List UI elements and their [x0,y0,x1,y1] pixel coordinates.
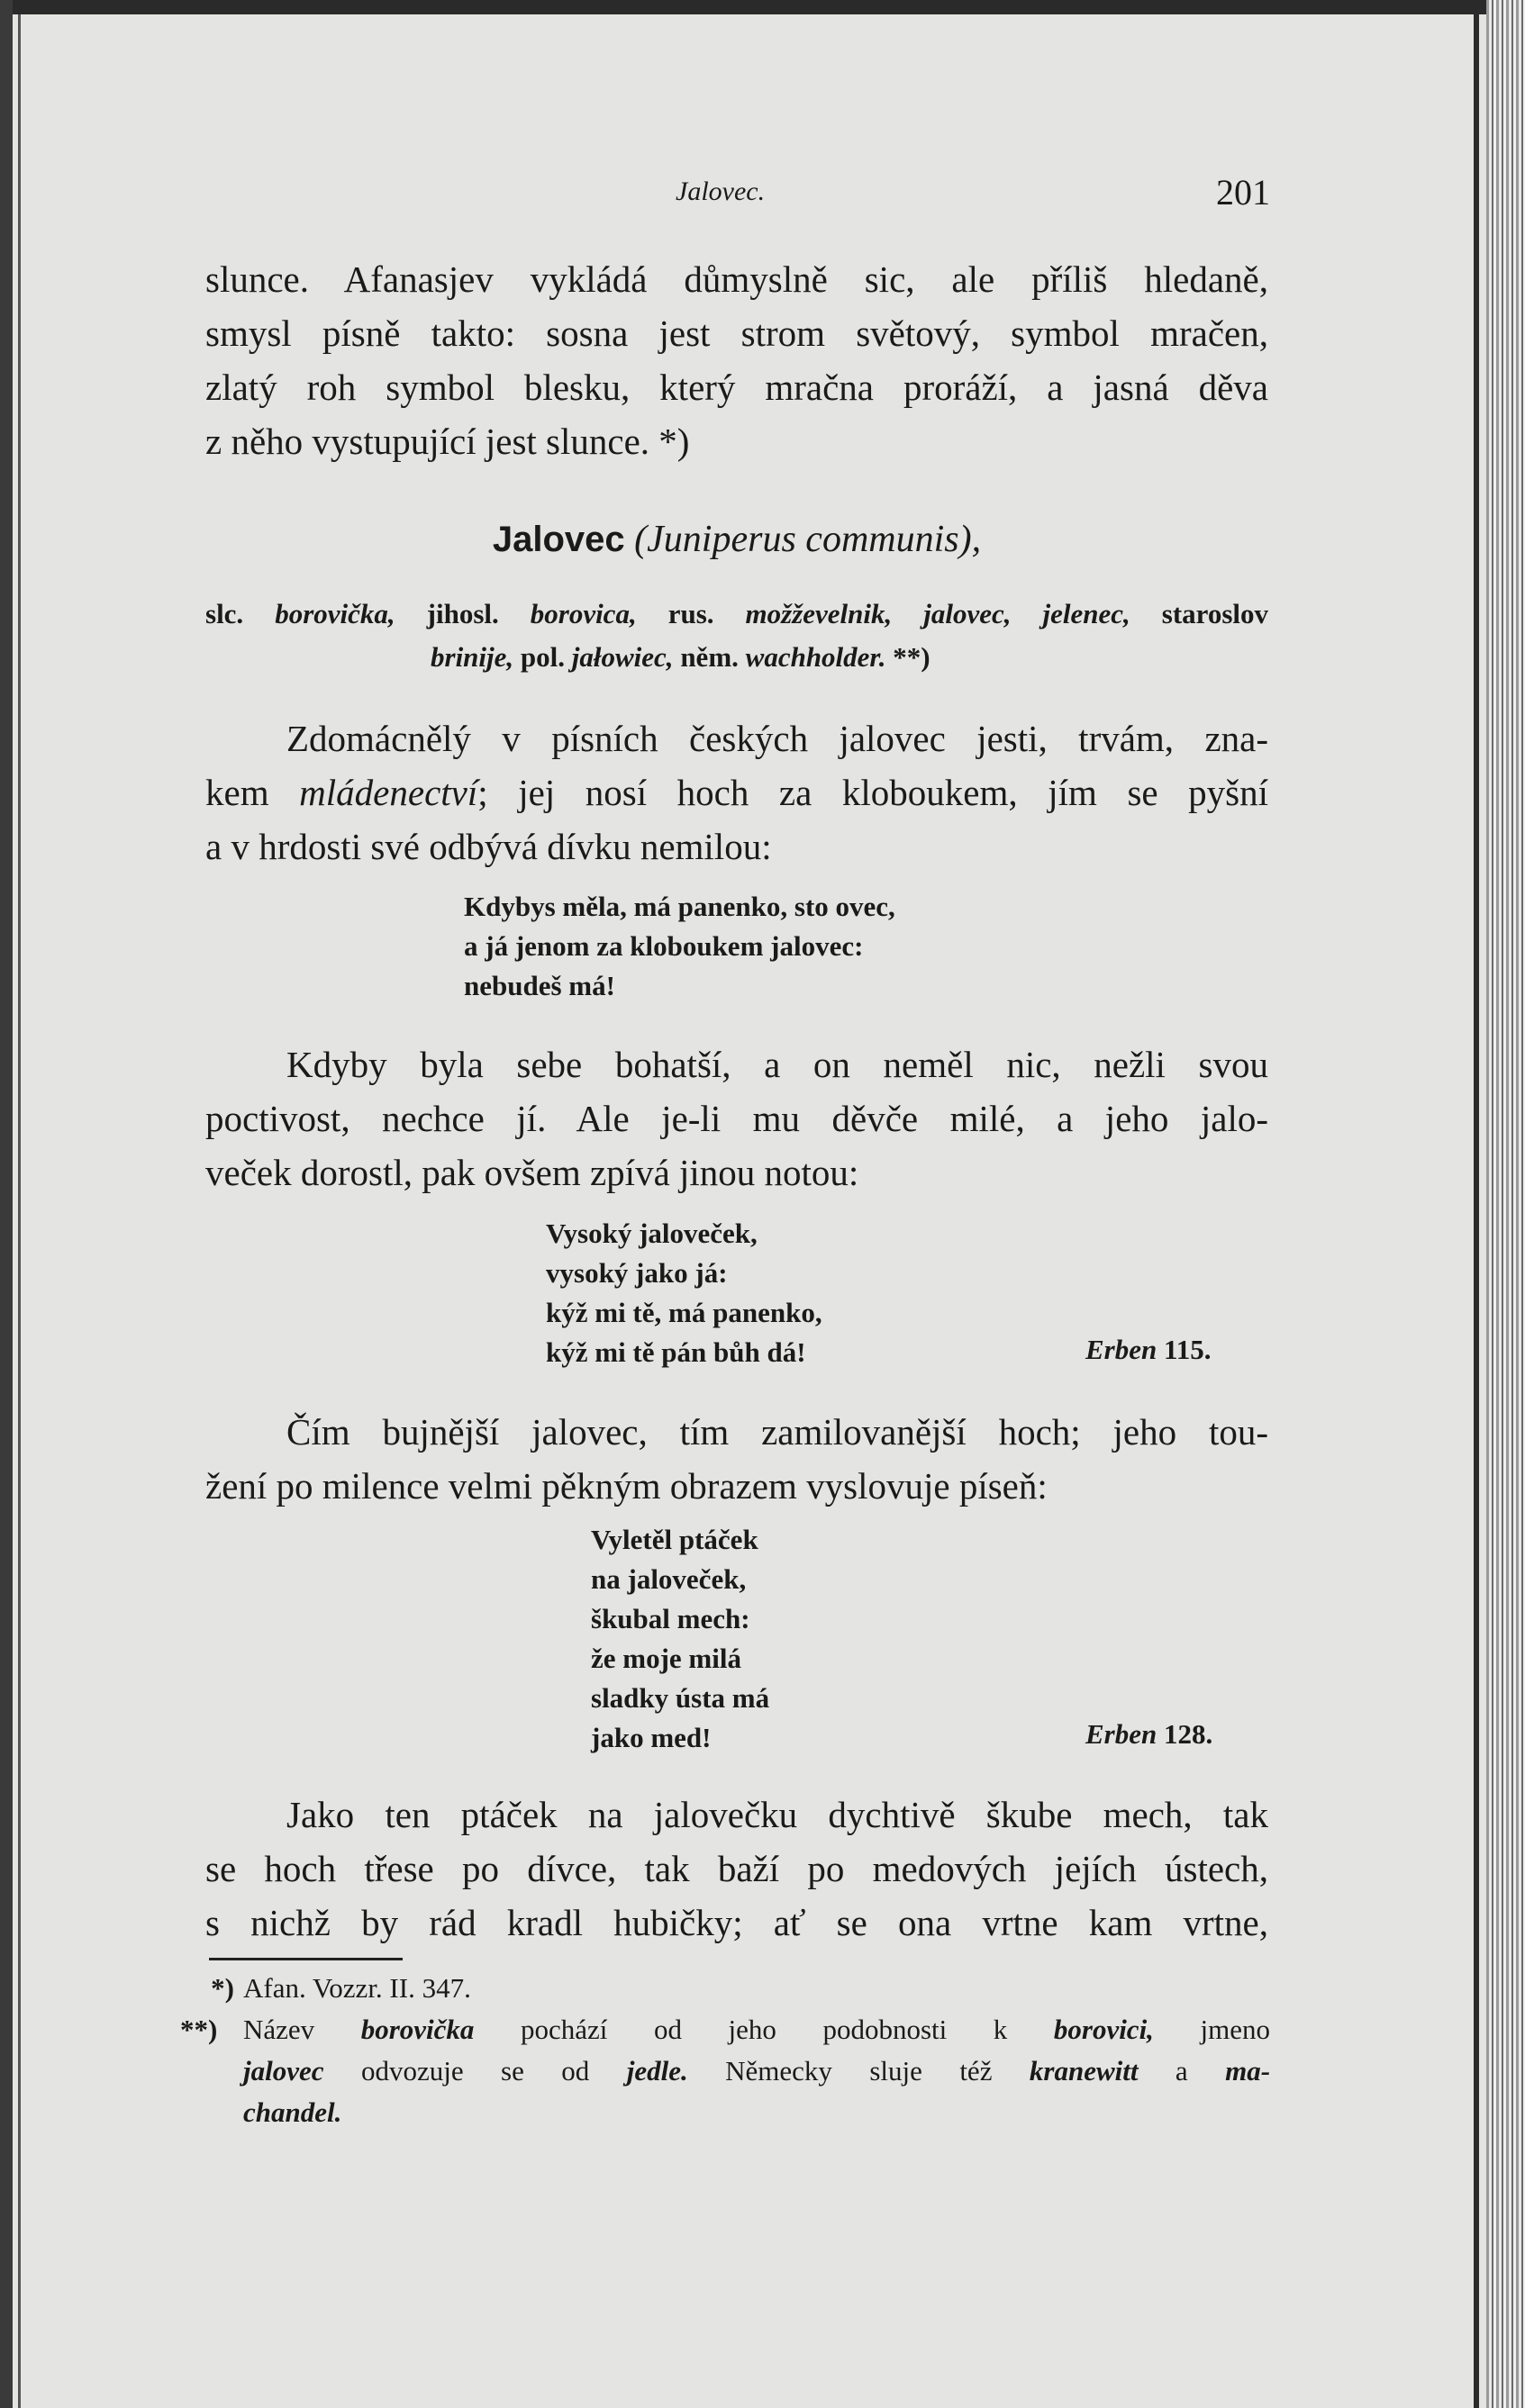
text-run: ; jej nosí hoch za kloboukem, jím se pyšní [477,772,1269,813]
paragraph-1 [205,252,1268,468]
footnote-term: jedle. [626,2055,688,2087]
paragraph-2 [205,711,1268,874]
paragraph-line: Čím bujnější jalovec, tím zamilovanější hoch; jeho tou- [286,1411,1268,1453]
synonym-text: slc. [205,598,244,629]
source-reference-2 [1085,1718,1212,1751]
paragraph-line: a v hrdosti své odbývá dívku nemilou: [205,826,772,867]
footnote-mark: *) [211,1972,234,2004]
paragraph-5 [205,1788,1268,1950]
synonym-term: jałowiec, [571,641,674,673]
verse-line: kýž mi tě pán bůh dá! [546,1336,806,1368]
source-reference-1 [1085,1334,1212,1366]
paragraph-line: se hoch třese po dívce, tak baží po medových jejích ústech, [205,1848,1268,1889]
verse-line: Vyletěl ptáček [591,1524,758,1555]
synonym-term: wachholder. [745,641,886,673]
verse-line: jako med! [591,1722,712,1753]
paragraph-line: slunce. Afanasjev vykládá důmyslně sic, ale příliš hledaně, [205,258,1268,300]
verse-2 [546,1214,822,1372]
emphasis-text: mládenectví [299,772,478,813]
scan-edge-gutter [1474,14,1479,2408]
footnote-term: ma- [1225,2055,1271,2087]
paragraph-line: smysl písně takto: sosna jest strom světový, symbol mračen, [205,312,1268,354]
footnote-text: Afan. Vozzr. II. 347. [243,1972,471,2004]
page-number: 201 [1216,172,1270,213]
synonym-text: pol. [520,641,566,673]
synonym-text: jihosl. [426,598,499,629]
footnote-ref: **) [893,641,930,673]
paragraph-3 [205,1037,1268,1199]
footnotes [180,1968,1271,2133]
footnote-text: a [1175,2055,1188,2087]
synonym-text: rus. [667,598,714,629]
footnote-text: Německy sluje též [725,2055,993,2087]
paragraph-line [205,765,1268,819]
synonyms-list [205,593,1268,679]
reference-number: 115. [1164,1334,1212,1365]
footnote-text: odvozuje se od [360,2055,590,2087]
reference-source: Erben [1085,1334,1157,1365]
verse-line: sladky ústa má [591,1682,770,1714]
synonyms-line-2 [205,636,1268,679]
scan-edge-top [0,0,1525,14]
reference-source: Erben [1085,1718,1157,1750]
verse-line: Kdybys měla, má panenko, sto ovec, [464,891,895,922]
verse-1 [464,887,895,1006]
paragraph-4 [205,1405,1268,1513]
reference-number: 128. [1164,1718,1213,1750]
synonym-term: borovica, [530,598,637,629]
paragraph-line: s nichž by rád kradl hubičky; ať se ona vrtne kam vrtne, [205,1902,1268,1943]
verse-line: vysoký jako já: [546,1257,728,1289]
footnote-term: borovička [360,2014,475,2045]
section-heading [205,518,1268,561]
running-header [207,171,1270,225]
verse-line: že moje milá [591,1643,741,1674]
footnote-term: jalovec [243,2055,324,2087]
paragraph-line: žení po milence velmi pěkným obrazem vyslovuje píseň: [205,1465,1048,1507]
footnote-divider [209,1958,403,1960]
footnote-2-line-3 [243,2092,1270,2133]
heading-name: Jalovec [492,520,625,559]
text-run: kem [205,772,269,813]
paragraph-line: Kdyby byla sebe bohatší, a on neměl nic, nežli svou [286,1044,1268,1085]
footnote-text: pochází od jeho podobnosti k [521,2014,1008,2045]
footnote-2-line-2 [243,2050,1270,2092]
verse-line: Vysoký jaloveček, [546,1218,758,1249]
synonym-term: brinije, [431,641,514,673]
footnote-mark: **) [180,2014,218,2045]
synonyms-line-1 [205,593,1268,636]
footnote-term: borovici, [1053,2014,1154,2045]
paragraph-line: Jako ten ptáček na jalovečku dychtivě škube mech, tak [286,1794,1268,1835]
footnote-text: jmeno [1200,2014,1270,2045]
verse-line: na jaloveček, [591,1563,747,1595]
synonym-text: staroslov [1161,598,1269,629]
scan-edge-left [0,0,13,2408]
synonym-term: možževelnik, jalovec, jelenec, [745,598,1130,629]
synonym-text: něm. [680,641,739,673]
synonym-term: borovička, [275,598,395,629]
footnote-term: kranewitt [1029,2055,1139,2087]
scan-edge-right [1486,0,1525,2408]
paragraph-line: z něho vystupující jest slunce. *) [205,421,690,462]
verse-line: kýž mi tě, má panenko, [546,1297,822,1328]
heading-latin: (Juniperus communis), [634,519,982,560]
paragraph-line: poctivost, nechce jí. Ale je-li mu děvče milé, a jeho jalo- [205,1098,1268,1139]
verse-line: nebudeš má! [464,970,615,1001]
footnote-2-line-1 [180,2009,1270,2050]
scan-edge-left-line [18,14,21,2408]
paragraph-line: Zdomácnělý v písních českých jalovec jesti, trvám, zna- [286,718,1268,759]
verse-3 [591,1520,769,1758]
paragraph-line: zlatý roh symbol blesku, který mračna proráží, a jasná děva [205,367,1268,408]
verse-line: škubal mech: [591,1603,750,1634]
verse-line: a já jenom za kloboukem jalovec: [464,930,864,962]
running-title: Jalovec. [676,177,766,206]
paragraph-line: veček dorostl, pak ovšem zpívá jinou notou: [205,1152,859,1193]
footnote-1 [211,1968,1270,2009]
footnote-text: Název [243,2014,315,2045]
footnote-term: chandel. [243,2096,342,2128]
